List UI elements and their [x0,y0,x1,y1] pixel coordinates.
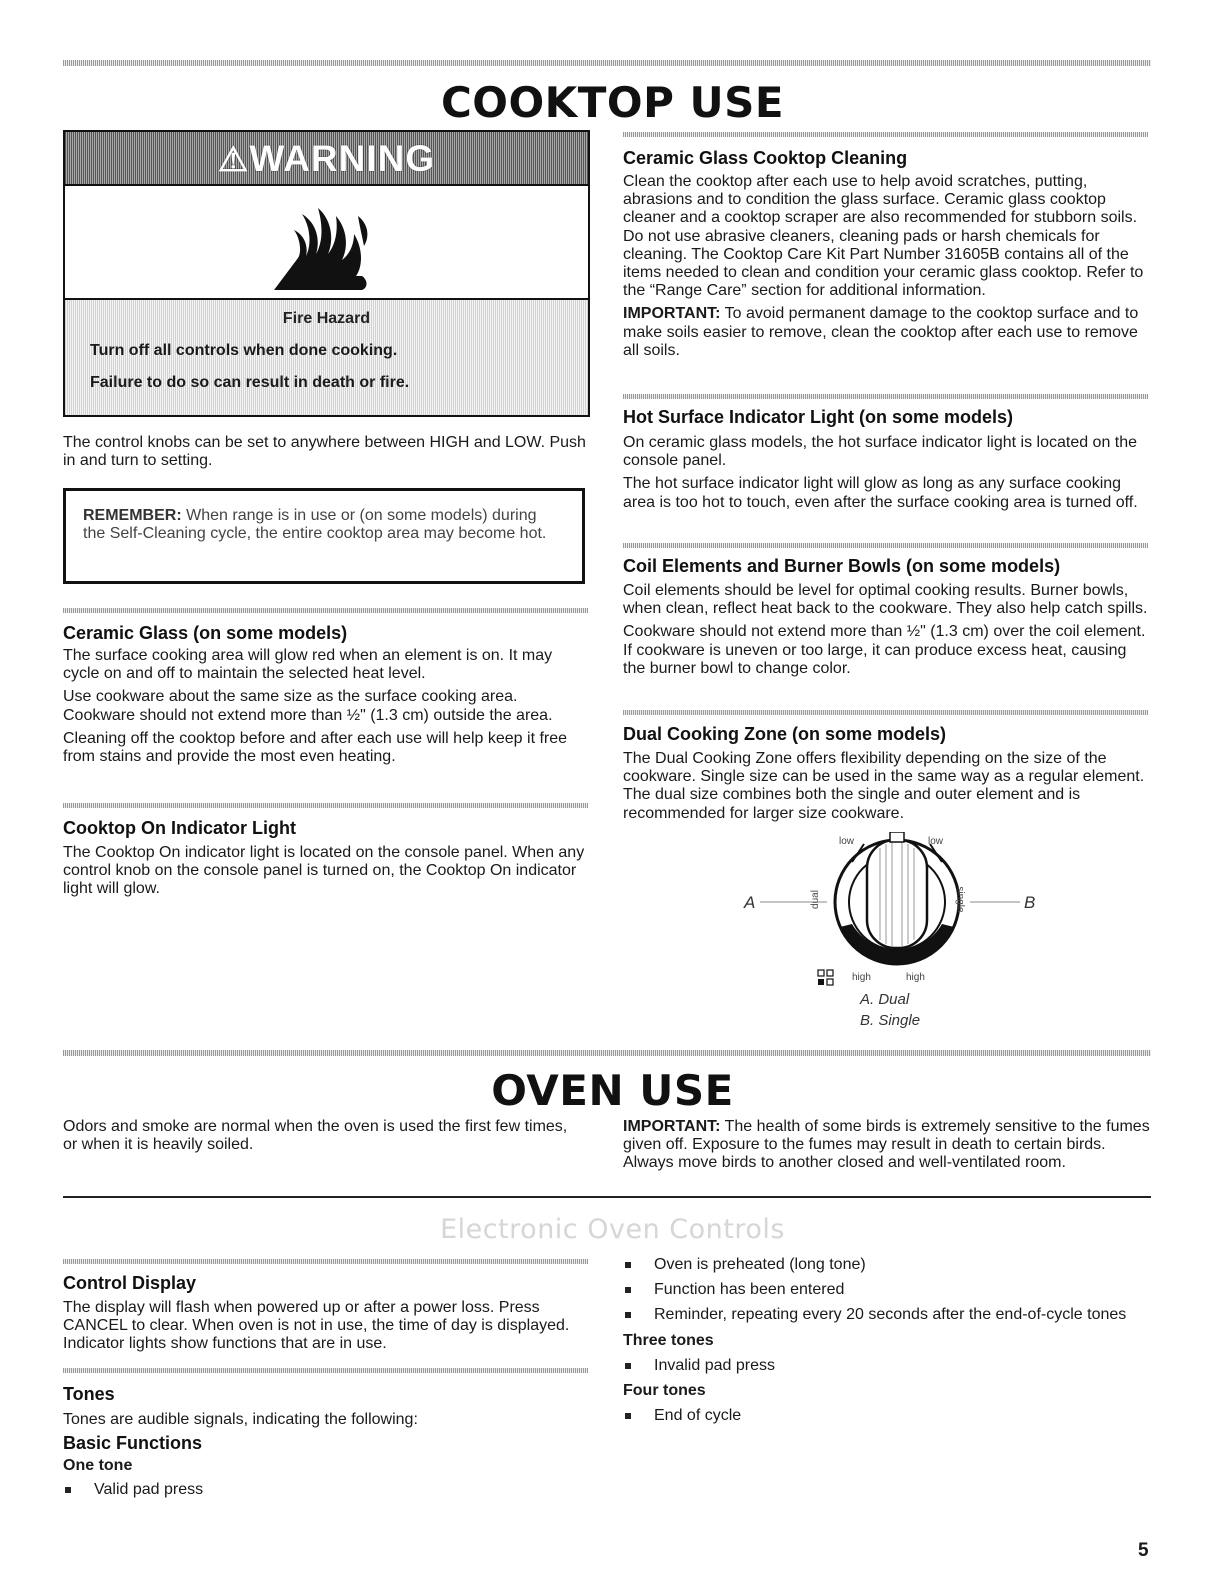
remember-box [63,488,585,584]
cleaning-p1: Clean the cooktop after each use to help avoid scratches, putting, abrasions and to condition the glass surface. Ceramic glass cooktop cleaner and a cooktop scraper are also recommended for stubborn soils. Do not use abrasive cleaners, cleaning pads or harsh chemicals for cleaning. The Cooktop Care Kit Part Number 31605B contains all of the items needed to clean and condition your ceramic glass cooktop. Refer to the “Range Care” section for additional information. [623,173,1144,300]
rule-indicator [63,803,588,808]
dual-knob-icon [730,832,1060,992]
list-item: End of cycle [623,1407,1151,1425]
ceramic-glass-section [63,623,591,771]
dual-heading: Dual Cooking Zone (on some models) [623,724,947,744]
remember-text [83,507,563,543]
indicator-p1: The Cooktop On indicator light is located on the console panel. When any control knob on the console panel is turned on, the Cooktop On indicator light will glow. [63,844,585,898]
oven-divider [63,1196,1151,1198]
dual-section [623,724,1151,828]
list-item: Oven is preheated (long tone) [623,1256,1151,1274]
cleaning-important-label: IMPORTANT: [623,305,721,323]
oven-odors: Odors and smoke are normal when the oven is used the first few times, or when it is heavily soiled. [63,1118,568,1154]
four-tones-label: Four tones [623,1381,706,1399]
hot-surface-heading: Hot Surface Indicator Light (on some models) [623,407,1014,427]
indicator-section [63,818,591,904]
cooktop-intro: The control knobs can be set to anywhere between HIGH and LOW. Push in and turn to setting. [63,434,586,470]
control-display-section [63,1273,591,1359]
rule-ceramic-glass [63,608,588,613]
list-item: Function has been entered [623,1281,1151,1299]
knob-low-left: low [839,836,855,847]
ceramic-glass-p3: Cleaning off the cooktop before and after each use will help keep it free from stains and provide the most even heating. [63,729,568,766]
rule-hot-surface [623,394,1148,399]
knob-caption-b: B. Single [860,1012,921,1029]
remember-body: When range is in use or (on some models) during the Self-Cleaning cycle, the entire cooktop area may become hot. [83,507,547,543]
knob-low-right: low [928,836,944,847]
list-item: Reminder, repeating every 20 seconds after the end-of-cycle tones [623,1306,1151,1324]
knob-caption-a: A. Dual [860,991,910,1008]
fire-icon [272,194,382,292]
coil-section [623,556,1151,683]
tones-right-column [623,1256,1151,1432]
knob-marker-a: A [744,893,756,912]
one-tone-list-right [623,1256,1151,1325]
remember-label: REMEMBER: [83,507,182,524]
warning-text-area [65,300,588,415]
dual-p1: The Dual Cooking Zone offers flexibility depending on the size of the cookware. Single size can be used in the same way as a regular element. The dual size combines both the single and outer element and is recommended for larger size cookware. [623,750,1145,822]
knob-marker-b: B [1024,893,1036,912]
coil-p2: Cookware should not extend more than ½" (1.3 cm) over the coil element. If cookware is uneven or too large, it can produce excess heat, causing the burner bowl to change color. [623,623,1146,677]
rule-tones [63,1368,588,1373]
warning-pictogram-area [65,186,588,300]
tones-heading: Tones [63,1384,115,1404]
cleaning-important [623,305,1151,360]
top-rule [63,60,1151,66]
oven-title: OVEN USE [491,1066,734,1115]
electronic-controls-title: Electronic Oven Controls [440,1214,785,1245]
cooktop-title: COOKTOP USE [440,78,785,127]
four-tones-list [623,1407,1151,1425]
rule-control-display [63,1259,588,1264]
oven-important [623,1118,1151,1173]
basic-functions-heading: Basic Functions [63,1433,203,1454]
cooktop-left-column [63,434,591,475]
ceramic-glass-p1: The surface cooking area will glow red when an element is on. It may cycle on and off to maintain the selected heat level. [63,647,553,683]
knob-high-left: high [852,972,871,983]
oven-rule [63,1050,1151,1056]
three-tones-label: Three tones [623,1331,714,1349]
dual-knob-illustration [730,832,1060,1032]
hazard-label: Fire Hazard [282,310,371,327]
one-tone-list-left [63,1481,591,1499]
cleaning-important-text: To avoid permanent damage to the cooktop surface and to make soils easier to remove, clean the cooktop after each use to remove all soils. [623,305,1139,359]
knob-single-label: single [954,886,966,913]
list-item: Valid pad press [63,1481,591,1499]
hot-surface-section [623,407,1151,517]
coil-heading: Coil Elements and Burner Bowls (on some models) [623,556,1061,576]
warning-header [65,132,588,186]
ceramic-glass-p2: Use cookware about the same size as the surface cooking area. Cookware should not extend more than ½" (1.3 cm) outside the area. [63,688,553,724]
page-number: 5 [1138,1540,1149,1561]
one-tone-label: One tone [63,1457,133,1475]
cleaning-heading: Ceramic Glass Cooktop Cleaning [623,148,908,168]
tones-section [63,1384,591,1506]
list-item: Invalid pad press [623,1357,1151,1375]
three-tones-list [623,1357,1151,1375]
rule-coil [623,543,1148,548]
coil-p1: Coil elements should be level for optimal cooking results. Burner bowls, when clean, reflect heat back to the cookware. They also help catch spills. [623,582,1148,618]
cleaning-section [623,148,1151,365]
hot-surface-p2: The hot surface indicator light will glow as long as any surface cooking area is too hot to touch, even after the surface cooking area is turned off. [623,475,1138,511]
indicator-heading: Cooktop On Indicator Light [63,818,296,838]
control-display-heading: Control Display [63,1273,197,1293]
tones-p1: Tones are audible signals, indicating the following: [63,1411,418,1428]
oven-important-text: The health of some birds is extremely sensitive to the fumes given off. Exposure to the fumes may result in death to certain birds. Always move birds to another closed and well-ventilated room. [623,1118,1150,1172]
control-display-p1: The display will flash when powered up or after a power loss. Press CANCEL to clear. When oven is not in use, the time of day is displayed. Indicator lights show functions that are in use. [63,1299,570,1353]
hot-surface-p1: On ceramic glass models, the hot surface indicator light is located on the console panel. [623,434,1138,470]
warning-triangle-icon: ⚠ [217,141,250,179]
rule-dual [623,710,1148,715]
knob-dual-label: dual [809,890,821,909]
rule-cleaning [623,132,1148,137]
warning-line-2: Failure to do so can result in death or fire. [90,374,410,391]
warning-box [63,130,590,417]
knob-high-right: high [906,972,925,983]
warning-line-1: Turn off all controls when done cooking. [90,342,398,359]
ceramic-glass-heading: Ceramic Glass (on some models) [63,623,348,643]
oven-important-label: IMPORTANT: [623,1118,721,1135]
warning-header-text: WARNING [249,138,436,179]
